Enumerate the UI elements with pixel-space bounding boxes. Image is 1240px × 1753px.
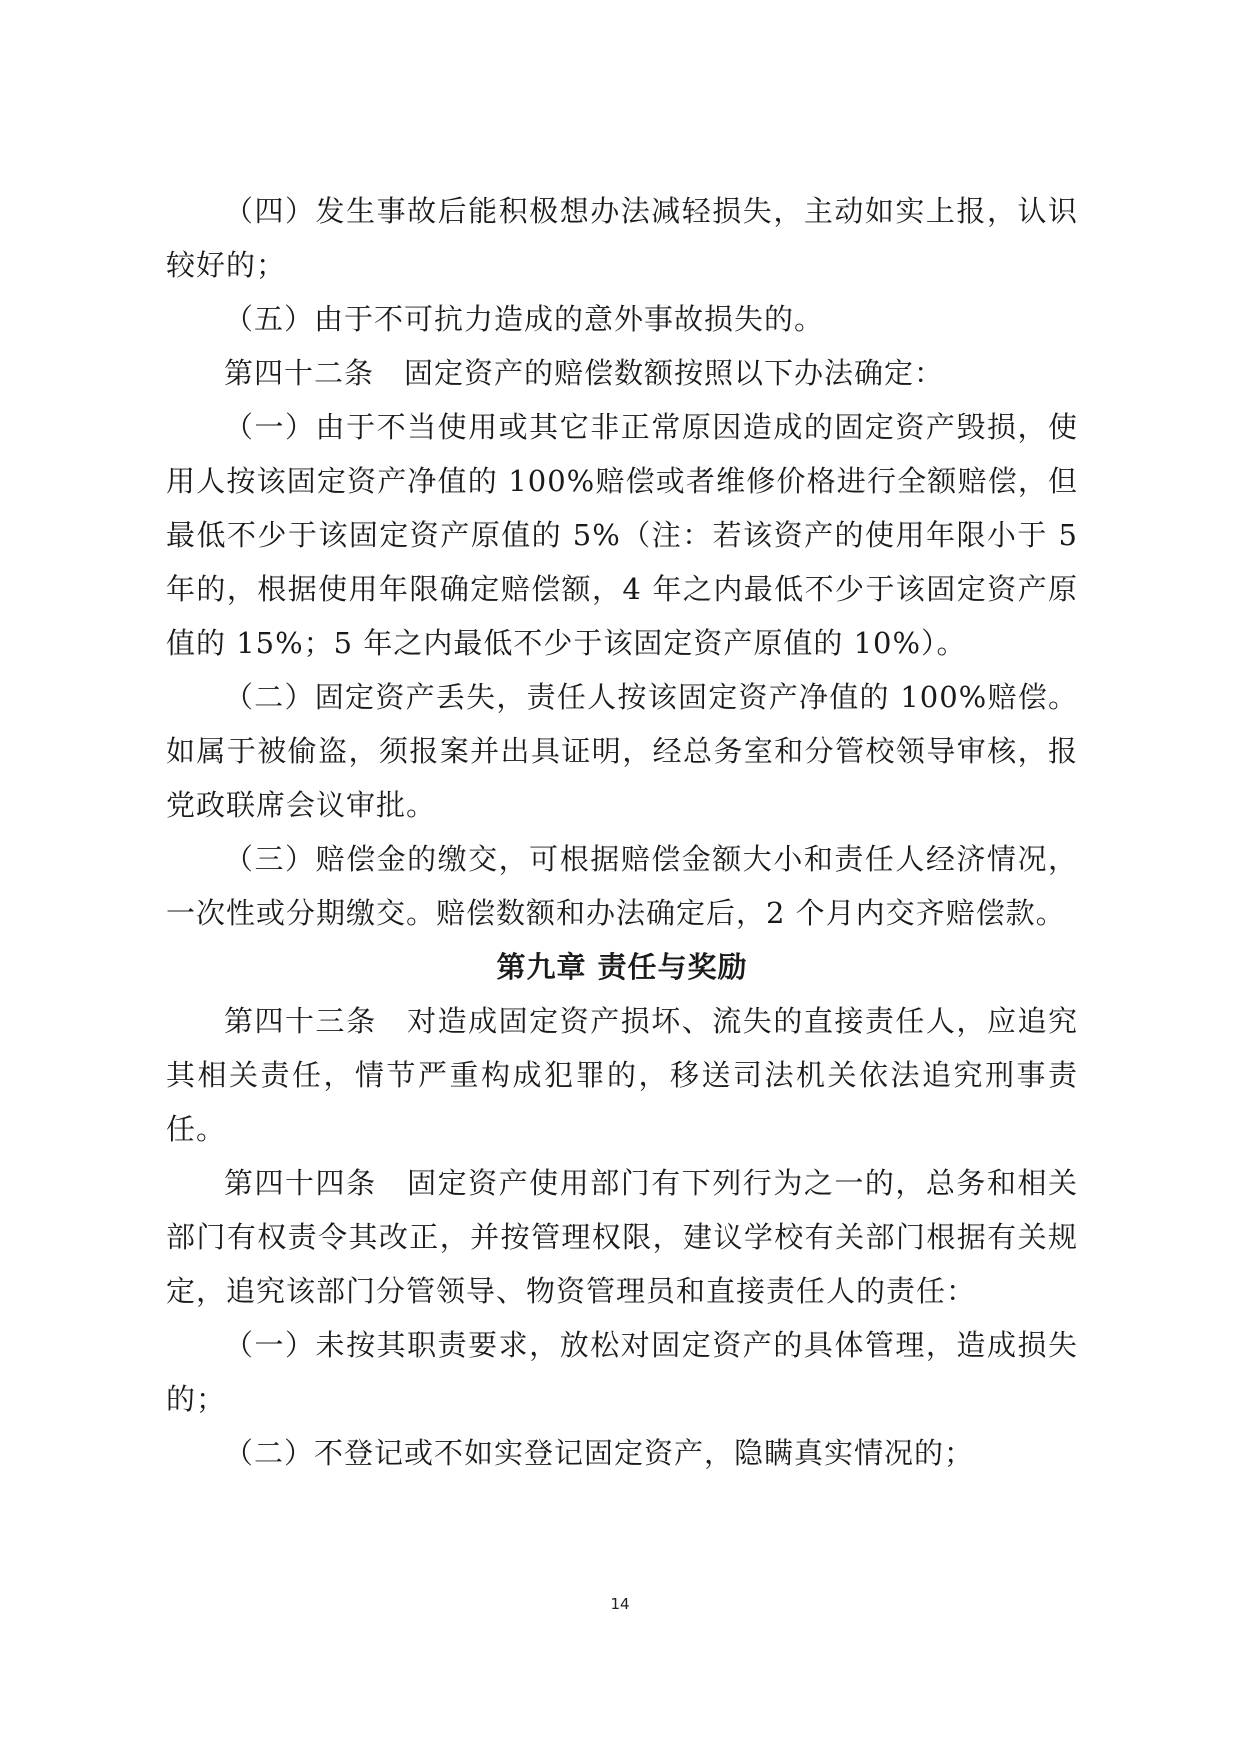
article-44-item-1: （一）未按其职责要求，放松对固定资产的具体管理，造成损失的； <box>166 1328 1078 1416</box>
clause-five: （五）由于不可抗力造成的意外事故损失的。 <box>224 302 825 336</box>
article-42-item-1: （一）由于不当使用或其它非正常原因造成的固定资产毁损，使用人按该固定资产净值的 100%赔偿或者维修价格进行全额赔偿，但最低不少于该固定资产原值的 5%（注：若该资产的使用年限小于 5 年的，根据使用年限确定赔偿额，4 年之内最低不少于该固定资产原值的 15%；5 年之内最低不少于该固定资产原值的 10%）。 <box>166 410 1078 660</box>
chapter-heading: 第九章 责任与奖励 <box>496 950 748 984</box>
article-42-item-2: （二）固定资产丢失，责任人按该固定资产净值的 100%赔偿。如属于被偷盗，须报案并出具证明，经总务室和分管校领导审核，报党政联席会议审批。 <box>166 680 1078 822</box>
clause-four: （四）发生事故后能积极想办法减轻损失，主动如实上报，认识较好的； <box>166 194 1078 282</box>
page-body <box>166 184 1078 1480</box>
article-43: 第四十三条 对造成固定资产损坏、流失的直接责任人，应追究其相关责任，情节严重构成犯罪的，移送司法机关依法追究刑事责任。 <box>166 1004 1078 1146</box>
page-number: 14 <box>610 1595 630 1613</box>
article-42-item-3: （三）赔偿金的缴交，可根据赔偿金额大小和责任人经济情况，一次性或分期缴交。赔偿数额和办法确定后，2 个月内交齐赔偿款。 <box>166 842 1078 930</box>
article-44: 第四十四条 固定资产使用部门有下列行为之一的，总务和相关部门有权责令其改正，并按管理权限，建议学校有关部门根据有关规定，追究该部门分管领导、物资管理员和直接责任人的责任： <box>166 1166 1078 1308</box>
article-44-item-2: （二）不登记或不如实登记固定资产，隐瞒真实情况的； <box>224 1436 975 1470</box>
article-42: 第四十二条 固定资产的赔偿数额按照以下办法确定： <box>224 356 945 390</box>
